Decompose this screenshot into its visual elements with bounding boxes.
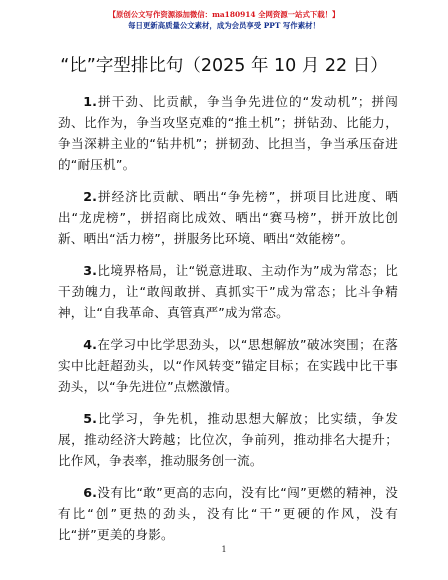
- paragraph-2: [58, 186, 398, 249]
- paragraph-number: 6.: [83, 485, 98, 500]
- paragraph-5: [58, 408, 398, 471]
- paragraph-number: 2.: [83, 189, 98, 204]
- paragraph-text: 没有比“敢”更高的志向，没有比“闯”更燃的精神，没有比“创”更热的劲头，没有比“干”更硬的作风，没有比“拼”更美的身影。: [58, 485, 398, 542]
- document-title: “比”字型排比句（2025 年 10 月 22 日）: [60, 56, 388, 76]
- paragraph-number: 4.: [83, 337, 98, 352]
- paragraph-number: 1.: [83, 94, 98, 109]
- paragraph-text: 在学习中比学思劲头，以“思想解放”破冰突围；在落实中比赶超劲头，以“作风转变”锚定目标；在实践中比干事劲头，以“争先进位”点燃激情。: [58, 337, 398, 394]
- paragraph-3: [58, 260, 398, 323]
- paragraph-text: 拼经济比贡献、晒出“争先榜”，拼项目比进度、晒出“龙虎榜”，拼招商比成效、晒出“赛马榜”，拼开放比创新、晒出“活力榜”，拼服务比环境、晒出“效能榜”。: [58, 189, 398, 246]
- promo-banner: [0, 9, 448, 31]
- document-body: [58, 91, 398, 556]
- paragraph-6: [58, 482, 398, 545]
- paragraph-4: [58, 334, 398, 397]
- paragraph-text: 拼干劲、比贡献，争当争先进位的“发动机”；拼闯劲、比作为，争当攻坚克难的“推土机”；拼钻劲、比能力，争当深耕主业的“钻井机”；拼韧劲、比担当，争当承压奋进的“耐压机”。: [58, 94, 398, 172]
- paragraph-number: 3.: [83, 263, 98, 278]
- paragraph-text: 比学习，争先机，推动思想大解放；比实绩，争发展，推动经济大跨越；比位次，争前列，推动排名大提升；比作风，争表率，推动服务创一流。: [58, 411, 398, 468]
- promo-banner-line-1: 【原创公文写作资源添加微信：ma180914 全网资源一站式下载！】: [108, 10, 340, 19]
- paragraph-1: [58, 91, 398, 175]
- promo-banner-line-2: 每日更新高质量公文素材，成为会员享受 PPT 写作素材！: [128, 21, 320, 30]
- page-number: 1: [221, 545, 227, 554]
- paragraph-text: 比境界格局，让“锐意进取、主动作为”成为常态；比干劲魄力，让“敢闯敢拼、真抓实干”成为常态；比斗争精神，让“自我革命、真管真严”成为常态。: [58, 263, 398, 320]
- paragraph-number: 5.: [83, 411, 98, 426]
